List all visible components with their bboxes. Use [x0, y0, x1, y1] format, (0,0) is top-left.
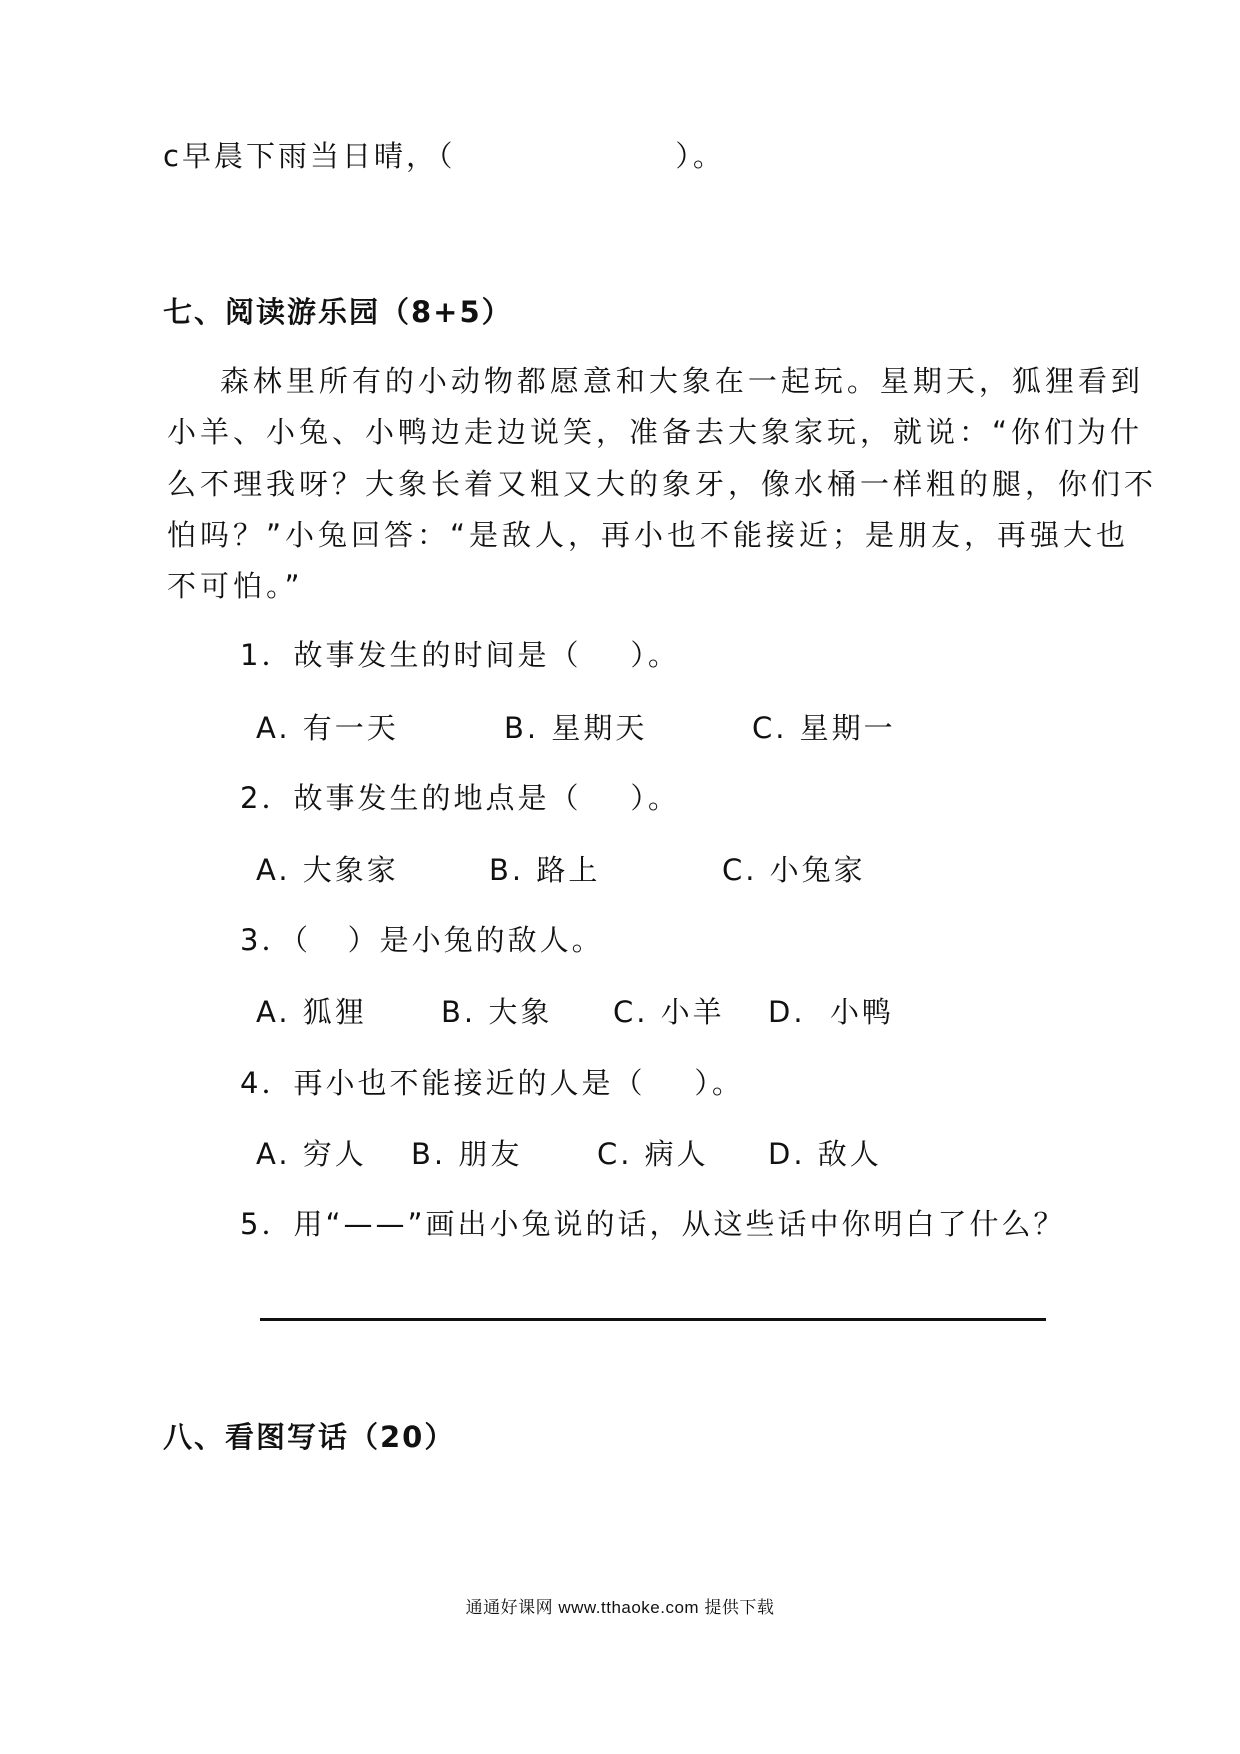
- question-2-option-c: C. 小兔家: [722, 853, 866, 887]
- question-4-stem: 4．再小也不能接近的人是（ ）。: [240, 1066, 744, 1100]
- question-c-line: c早晨下雨当日晴，（ ）。: [163, 139, 725, 173]
- question-3-option-b: B. 大象: [441, 995, 553, 1029]
- question-1-option-b: B. 星期天: [504, 711, 648, 745]
- question-1-stem: 1．故事发生的时间是（ ）。: [240, 638, 680, 672]
- question-3-option-c: C. 小羊: [613, 995, 725, 1029]
- section-seven-heading: 七、阅读游乐园（8+5）: [163, 295, 513, 329]
- question-3-option-d: D. 小鸭: [768, 995, 894, 1029]
- question-3-option-a: A. 狐狸: [256, 995, 367, 1029]
- passage-line: 小羊、小兔、小鸭边走边说笑，准备去大象家玩，就说：“你们为什: [167, 415, 1144, 449]
- question-4-option-a: A. 穷人: [256, 1137, 367, 1171]
- question-4-option-b: B. 朋友: [411, 1137, 523, 1171]
- question-1-option-a: A. 有一天: [256, 711, 399, 745]
- question-1-option-c: C. 星期一: [752, 711, 896, 745]
- footer-source: 通通好课网 www.tthaoke.com 提供下载: [465, 1598, 775, 1617]
- question-4-option-d: D. 敌人: [768, 1137, 882, 1171]
- passage-line: 怕吗？”小兔回答：“是敌人，再小也不能接近；是朋友，再强大也: [167, 518, 1130, 552]
- question-5-stem: 5．用“——”画出小兔说的话，从这些话中你明白了什么？: [240, 1207, 1066, 1241]
- passage-line: 不可怕。”: [167, 569, 304, 603]
- answer-line: [260, 1318, 1046, 1321]
- question-3-stem: 3．（ ）是小兔的敌人。: [240, 923, 604, 957]
- passage-line: 么不理我呀？大象长着又粗又大的象牙，像水桶一样粗的腿，你们不: [167, 467, 1158, 501]
- question-2-option-a: A. 大象家: [256, 853, 399, 887]
- question-4-option-c: C. 病人: [597, 1137, 709, 1171]
- passage-line: 森林里所有的小动物都愿意和大象在一起玩。星期天，狐狸看到: [167, 364, 1144, 398]
- question-2-stem: 2．故事发生的地点是（ ）。: [240, 781, 680, 815]
- section-eight-heading: 八、看图写话（20）: [163, 1420, 456, 1454]
- question-2-option-b: B. 路上: [489, 853, 601, 887]
